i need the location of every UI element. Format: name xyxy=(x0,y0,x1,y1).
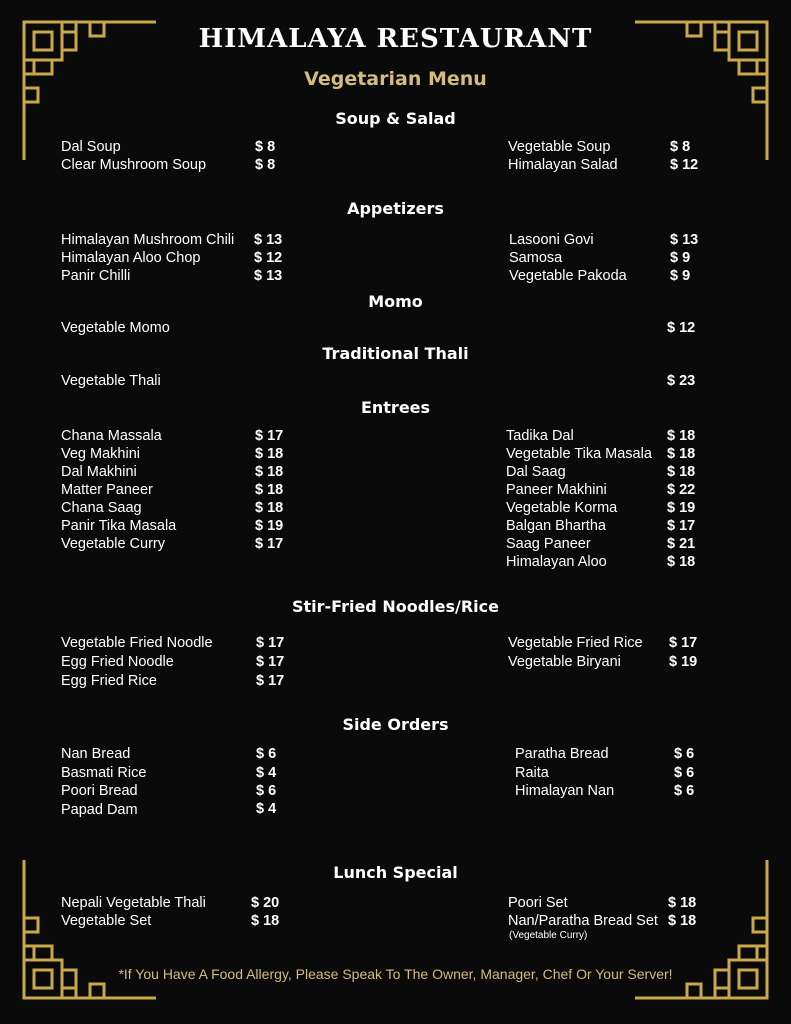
menu-price: $ 17 xyxy=(256,654,285,670)
menu-price: $ 18 xyxy=(667,554,696,570)
menu-item: Egg Fried Noodle xyxy=(61,654,174,670)
menu-price: $ 17 xyxy=(667,518,696,534)
menu-price: $ 13 xyxy=(254,268,283,284)
allergy-notice: *If You Have A Food Allergy, Please Speak To The Owner, Manager, Chef Or Your Server! xyxy=(118,966,673,982)
menu-price: $ 9 xyxy=(670,268,691,284)
restaurant-name: HIMALAYA RESTAURANT xyxy=(198,24,593,54)
menu-price: $ 6 xyxy=(674,783,695,799)
menu-price: $ 20 xyxy=(251,895,280,911)
menu-price: $ 19 xyxy=(669,654,698,670)
section-heading-momo: Momo xyxy=(368,292,423,311)
menu-item: Vegetable Biryani xyxy=(508,654,621,670)
menu-item: Lasooni Govi xyxy=(509,232,594,248)
menu-price: $ 18 xyxy=(255,464,284,480)
menu-item: Nepali Vegetable Thali xyxy=(61,895,206,911)
menu-price: $ 19 xyxy=(255,518,284,534)
menu-item: Vegetable Thali xyxy=(61,373,161,389)
menu-price: $ 13 xyxy=(670,232,699,248)
menu-item: Panir Tika Masala xyxy=(61,518,177,534)
menu-price: $ 18 xyxy=(668,913,697,929)
menu-item: Himalayan Salad xyxy=(508,157,618,173)
menu-item: Dal Saag xyxy=(506,464,566,480)
menu-price: $ 6 xyxy=(256,783,277,799)
menu-price: $ 8 xyxy=(255,157,276,173)
menu-item: Poori Bread xyxy=(61,783,138,799)
menu-price: $ 6 xyxy=(674,765,695,781)
menu-item: Vegetable Soup xyxy=(508,139,611,155)
menu-item: Vegetable Tika Masala xyxy=(506,446,652,462)
menu-price: $ 18 xyxy=(668,895,697,911)
menu-title: Vegetarian Menu xyxy=(304,68,487,90)
menu-price: $ 21 xyxy=(667,536,696,552)
menu-item: Tadika Dal xyxy=(506,428,574,444)
menu-price: $ 17 xyxy=(256,673,285,689)
menu-item: Basmati Rice xyxy=(61,765,147,781)
menu-price: $ 13 xyxy=(254,232,283,248)
menu-price: $ 6 xyxy=(256,746,277,762)
menu-item: Vegetable Set xyxy=(61,913,152,929)
menu-price: $ 18 xyxy=(667,464,696,480)
section-heading-thali: Traditional Thali xyxy=(322,344,469,363)
section-heading-entrees: Entrees xyxy=(360,398,431,417)
section-heading-appetizers: Appetizers xyxy=(347,199,444,218)
menu-price: $ 17 xyxy=(255,428,284,444)
menu-item: Chana Saag xyxy=(61,500,142,516)
menu-item: Egg Fried Rice xyxy=(61,673,157,689)
menu-item: Himalayan Mushroom Chili xyxy=(61,232,235,248)
menu-item: Nan/Paratha Bread Set xyxy=(508,913,658,929)
menu-price: $ 17 xyxy=(256,635,285,651)
menu-item: Dal Makhini xyxy=(61,464,137,480)
menu-price: $ 18 xyxy=(667,446,696,462)
menu-item: Clear Mushroom Soup xyxy=(61,157,207,173)
menu-item: Vegetable Momo xyxy=(61,320,170,336)
menu-item: Poori Set xyxy=(508,895,568,911)
menu-price: $ 6 xyxy=(674,746,695,762)
menu-price: $ 23 xyxy=(667,373,696,389)
section-heading-soup-salad: Soup & Salad xyxy=(335,109,456,128)
section-heading-side-orders: Side Orders xyxy=(342,715,449,734)
menu-item: Vegetable Fried Noodle xyxy=(61,635,213,651)
menu-item: Matter Paneer xyxy=(61,482,153,498)
menu-item: Papad Dam xyxy=(61,802,138,818)
menu-price: $ 12 xyxy=(670,157,699,173)
menu-item: Samosa xyxy=(509,250,563,266)
menu-item-note: (Vegetable Curry) xyxy=(509,930,588,941)
menu-item: Raita xyxy=(515,765,549,781)
menu-price: $ 18 xyxy=(667,428,696,444)
menu-price: $ 8 xyxy=(255,139,276,155)
menu-item: Saag Paneer xyxy=(506,536,591,552)
menu-price: $ 9 xyxy=(670,250,691,266)
menu-price: $ 18 xyxy=(255,482,284,498)
menu-price: $ 18 xyxy=(255,446,284,462)
menu-price: $ 17 xyxy=(255,536,284,552)
menu-item: Panir Chilli xyxy=(61,268,131,284)
menu-item: Nan Bread xyxy=(61,746,131,762)
menu-price: $ 17 xyxy=(669,635,698,651)
menu-item: Himalayan Aloo Chop xyxy=(61,250,201,266)
menu-price: $ 22 xyxy=(667,482,696,498)
menu-item: Balgan Bhartha xyxy=(506,518,606,534)
menu-item: Dal Soup xyxy=(61,139,121,155)
section-heading-lunch-special: Lunch Special xyxy=(333,863,458,882)
menu-price: $ 12 xyxy=(254,250,283,266)
menu-price: $ 12 xyxy=(667,320,696,336)
menu-price: $ 4 xyxy=(256,765,277,781)
menu-item: Himalayan Aloo xyxy=(506,554,607,570)
menu-item: Paratha Bread xyxy=(515,746,609,762)
menu-item: Himalayan Nan xyxy=(515,783,615,799)
menu-item: Vegetable Fried Rice xyxy=(508,635,643,651)
menu-price: $ 18 xyxy=(251,913,280,929)
menu-item: Chana Massala xyxy=(61,428,162,444)
menu-item: Paneer Makhini xyxy=(506,482,607,498)
section-heading-noodles-rice: Stir-Fried Noodles/Rice xyxy=(291,597,499,616)
menu-item: Vegetable Korma xyxy=(506,500,618,516)
menu-price: $ 8 xyxy=(670,139,691,155)
menu-item: Vegetable Pakoda xyxy=(509,268,627,284)
menu-item: Vegetable Curry xyxy=(61,536,165,552)
menu-price: $ 18 xyxy=(255,500,284,516)
menu-price: $ 19 xyxy=(667,500,696,516)
menu-item: Veg Makhini xyxy=(61,446,140,462)
menu-price: $ 4 xyxy=(256,801,277,817)
